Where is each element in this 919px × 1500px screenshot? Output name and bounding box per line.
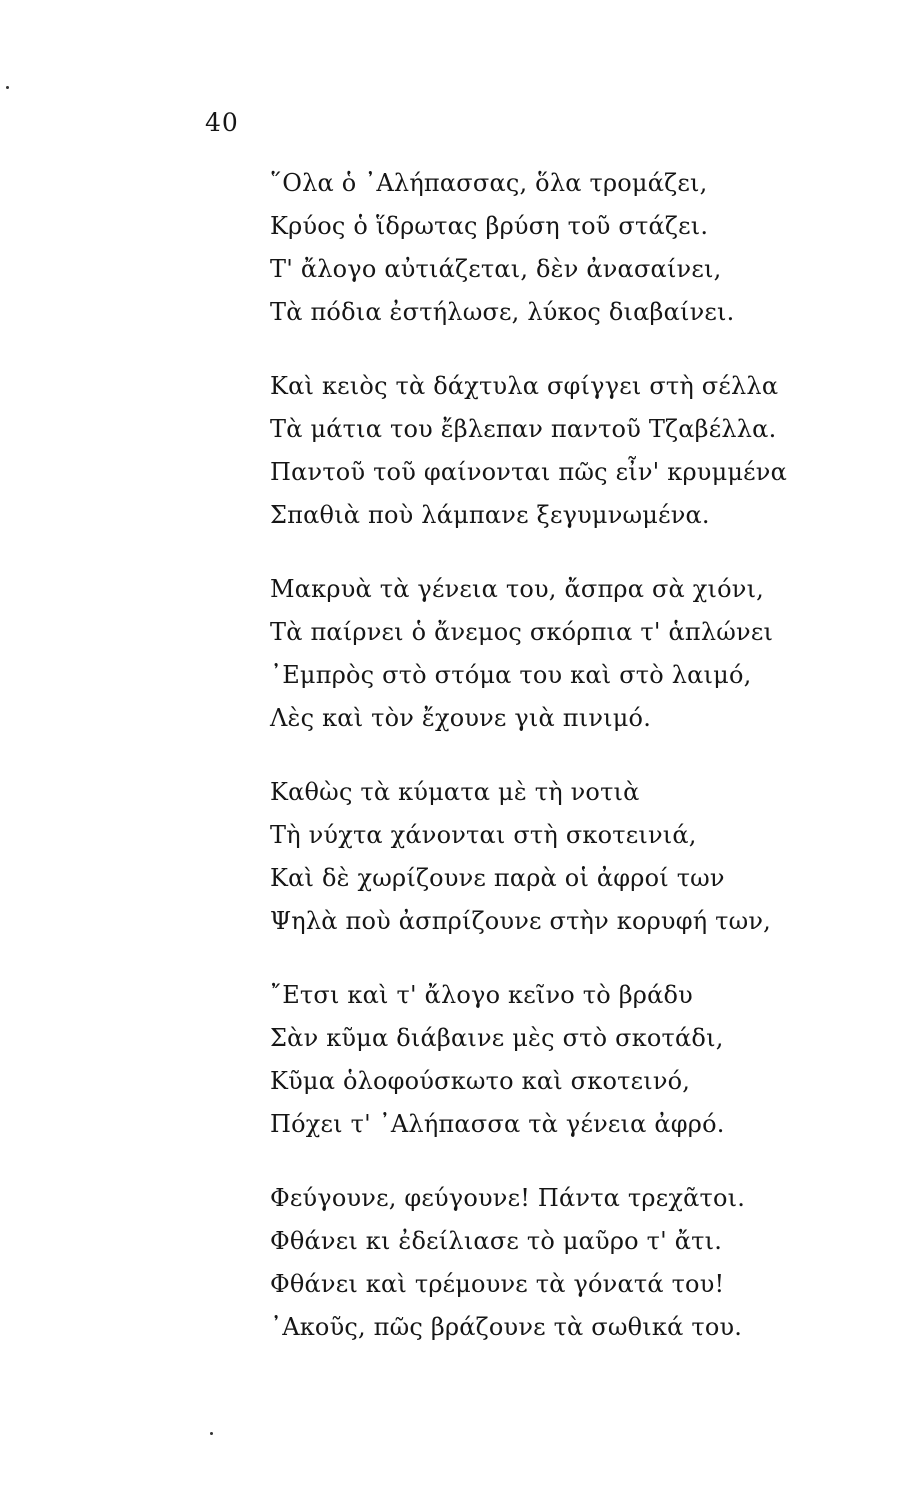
verse-line: Φθάνει κι ἐδείλιασε τὸ μαῦρο τ' ἄτι.	[270, 1227, 723, 1255]
page-number: 40	[205, 108, 239, 137]
verse-line: Πόχει τ' ᾿Αλήπασσα τὰ γένεια ἀφρό.	[270, 1110, 725, 1138]
verse-line: Τ' ἄλογο αὐτιάζεται, δὲν ἀνασαίνει,	[270, 255, 722, 283]
verse-line: Καὶ κειὸς τὰ δάχτυλα σφίγγει στὴ σέλλα	[270, 372, 779, 400]
verse-line: ῎Ετσι καὶ τ' ἄλογο κεῖνο τὸ βράδυ	[270, 981, 693, 1009]
verse-line: Κῦμα ὁλοφούσκωτο καὶ σκοτεινό,	[270, 1067, 691, 1095]
stanza	[270, 568, 830, 740]
verse-line: Τὴ νύχτα χάνονται στὴ σκοτεινιά,	[270, 821, 697, 849]
stanza	[270, 1177, 830, 1349]
verse-line: Τὰ παίρνει ὁ ἄνεμος σκόρπια τ' ἁπλώνει	[270, 618, 774, 646]
verse-line: Τὰ μάτια του ἔβλεπαν παντοῦ Τζαβέλλα.	[270, 415, 777, 443]
verse-line: Καὶ δὲ χωρίζουνε παρὰ οἱ ἀφροί των	[270, 864, 725, 892]
verse-line: Καθὼς τὰ κύματα μὲ τὴ νοτιὰ	[270, 778, 640, 806]
verse-line: Σπαθιὰ ποὺ λάμπανε ξεγυμνωμένα.	[270, 501, 710, 529]
verse-line: Τὰ πόδια ἐστήλωσε, λύκος διαβαίνει.	[270, 298, 735, 326]
verse-line: ᾿Εμπρὸς στὸ στόμα του καὶ στὸ λαιμό,	[270, 661, 752, 689]
verse-line: Ψηλὰ ποὺ ἀσπρίζουνε στὴν κορυφή των,	[270, 907, 771, 935]
stanza	[270, 365, 830, 537]
verse-line: Λὲς καὶ τὸν ἔχουνε γιὰ πινιμό.	[270, 704, 652, 732]
verse-line: Μακρυὰ τὰ γένεια του, ἄσπρα σὰ χιόνι,	[270, 575, 765, 603]
verse-line: Φθάνει καὶ τρέμουνε τὰ γόνατά του!	[270, 1270, 725, 1298]
verse-line: Κρύος ὁ ἵδρωτας βρύση τοῦ στάζει.	[270, 212, 709, 240]
poem-body	[270, 162, 830, 1380]
verse-line: ῞Ολα ὁ ᾿Αλήπασσας, ὅλα τρομάζει,	[270, 169, 708, 197]
verse-line: ᾿Ακοῦς, πῶς βράζουνε τὰ σωθικά του.	[270, 1313, 743, 1341]
margin-mark	[6, 86, 9, 89]
margin-mark	[210, 1432, 213, 1435]
verse-line: Σὰν κῦμα διάβαινε μὲς στὸ σκοτάδι,	[270, 1024, 724, 1052]
stanza	[270, 974, 830, 1146]
verse-line: Φεύγουνε, φεύγουνε! Πάντα τρεχᾶτοι.	[270, 1184, 746, 1212]
verse-line: Παντοῦ τοῦ φαίνονται πῶς εἶν' κρυμμένα	[270, 458, 787, 486]
stanza	[270, 162, 830, 334]
stanza	[270, 771, 830, 943]
